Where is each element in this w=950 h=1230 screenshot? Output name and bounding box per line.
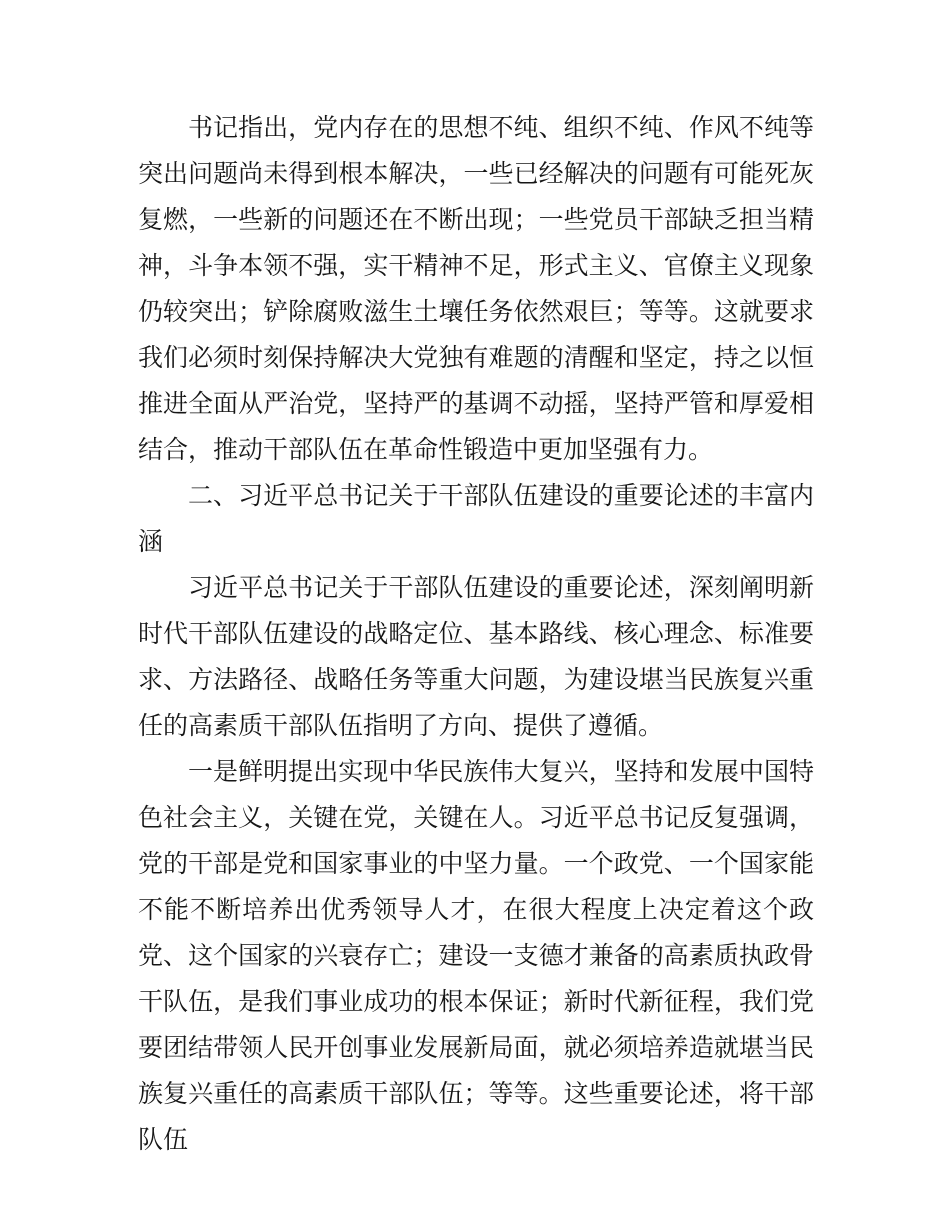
paragraph-body-truncated: 一是鲜明提出实现中华民族伟大复兴，坚持和发展中国特色社会主义，关键在党，关键在人。习近平总书记反复强调，党的干部是党和国家事业的中坚力量。一个政党、一个国家能不能不断培养出优秀领导人才，在很大程度上决定着这个政党、这个国家的兴衰存亡；建设一支德才兼备的高素质执政骨干队伍，是我们事业成功的根本保证；新时代新征程，我们党要团结带领人民开创事业发展新局面，就必须培养造就堪当民族复兴重任的高素质干部队伍；等等。这些重要论述，将干部队伍: [138, 758, 814, 1154]
document-text-block: [138, 105, 814, 1163]
paragraph-body: 习近平总书记关于干部队伍建设的重要论述，深刻阐明新时代干部队伍建设的战略定位、基本路线、核心理念、标准要求、方法路径、战略任务等重大问题，为建设堪当民族复兴重任的高素质干部队伍指明了方向、提供了遵循。: [138, 574, 814, 740]
section-heading: 二、习近平总书记关于干部队伍建设的重要论述的丰富内涵: [138, 482, 814, 556]
paragraph-body-continued: 书记指出，党内存在的思想不纯、组织不纯、作风不纯等突出问题尚未得到根本解决，一些已经解决的问题有可能死灰复燃，一些新的问题还在不断出现；一些党员干部缺乏担当精神，斗争本领不强，实干精神不足，形式主义、官僚主义现象仍较突出；铲除腐败滋生土壤任务依然艰巨；等等。这就要求我们必须时刻保持解决大党独有难题的清醒和坚定，持之以恒推进全面从严治党，坚持严的基调不动摇，坚持严管和厚爱相结合，推动干部队伍在革命性锻造中更加坚强有力。: [138, 114, 814, 464]
